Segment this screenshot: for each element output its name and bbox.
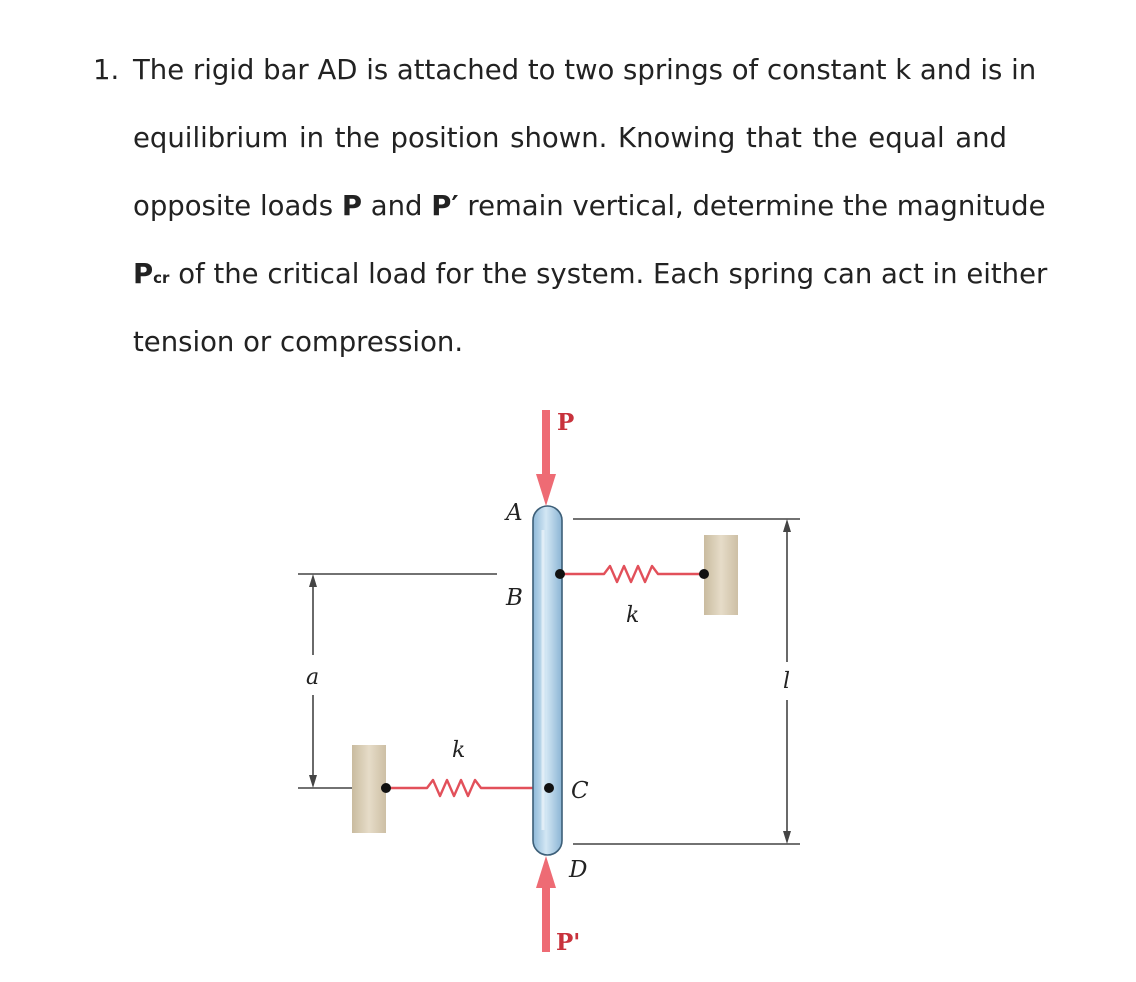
label-c-point: C bbox=[571, 778, 589, 804]
problem-line-2: equilibrium in the position shown. Knowing that the equal and bbox=[133, 122, 1007, 154]
label-p-prime: P' bbox=[556, 929, 581, 956]
right-spring bbox=[560, 566, 704, 582]
label-d-point: D bbox=[569, 857, 588, 883]
problem-line-5: tension or compression. bbox=[133, 326, 464, 358]
right-wall-support bbox=[704, 535, 738, 615]
load-p-arrow bbox=[536, 410, 556, 506]
label-p: P bbox=[557, 409, 575, 436]
rigid-bar-ad bbox=[533, 506, 562, 855]
l-arrowhead-top bbox=[783, 519, 791, 532]
label-a-point: A bbox=[506, 500, 523, 526]
a-arrowhead-top bbox=[309, 574, 317, 587]
left-wall-support bbox=[352, 745, 386, 833]
critical-load-subscript: cr bbox=[153, 269, 170, 287]
label-b-point: B bbox=[506, 585, 523, 611]
problem-line-1: The rigid bar AD is attached to two springs of constant k and is in bbox=[133, 54, 1037, 86]
load-p-prime-symbol: P′ bbox=[431, 190, 459, 222]
problem-number: 1. bbox=[93, 54, 120, 86]
label-k-top: k bbox=[626, 603, 640, 628]
l-arrowhead-bottom bbox=[783, 831, 791, 844]
pin-c bbox=[544, 783, 554, 793]
a-arrowhead-bottom bbox=[309, 775, 317, 788]
label-dim-l: l bbox=[783, 669, 791, 694]
load-p-symbol: P bbox=[341, 190, 362, 222]
left-spring bbox=[386, 780, 549, 796]
pin-right-wall bbox=[699, 569, 709, 579]
pin-b bbox=[555, 569, 565, 579]
load-p-prime-arrow bbox=[536, 856, 556, 952]
problem-line-4: Pcr of the critical load for the system. Each spring can act in either bbox=[133, 258, 1048, 290]
label-dim-a: a bbox=[306, 665, 320, 690]
pin-left-wall bbox=[381, 783, 391, 793]
critical-load-symbol: P bbox=[133, 258, 154, 290]
problem-line-3: opposite loads P and P′ remain vertical, determine the magnitude bbox=[133, 190, 1046, 222]
label-k-bottom: k bbox=[452, 738, 466, 763]
